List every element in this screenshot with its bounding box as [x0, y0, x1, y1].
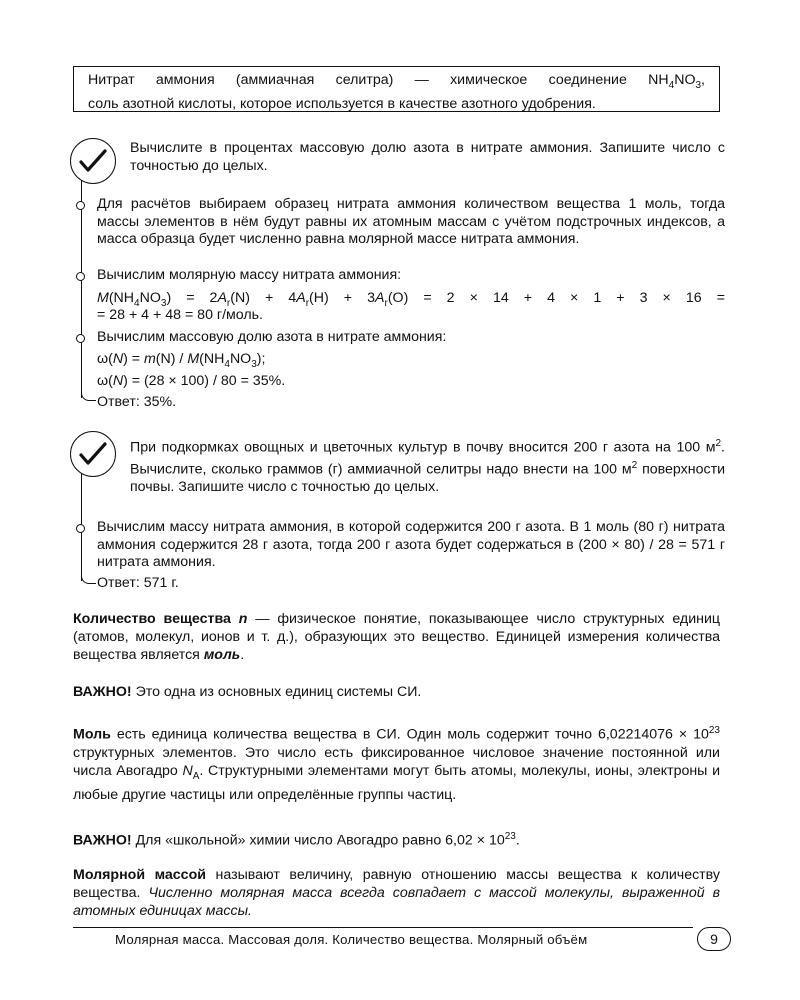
definition-amount-of-substance: Количество вещества n — физическое понятие, показывающее число структурных единиц (атомов, молекул, ионов и т. д.), образующих это вещество. Единицей измерения количества вещества является моль.: [73, 611, 721, 663]
footer-divider: [73, 927, 693, 928]
task-2-step-1: Вычислим массу нитрата аммония, в которой содержится 200 г азота. В 1 моль (80 г) нитрата аммония содержится 28 г азота, тогда 200 г азота будет содержаться в (200 × 80) / 28 = 571 г нитрата аммония.: [97, 519, 725, 570]
checkmark-icon: [70, 138, 116, 184]
footer-title: Молярная масса. Массовая доля. Количество вещества. Молярный объём: [115, 932, 588, 947]
important-note-1: ВАЖНО! Это одна из основных единиц системы СИ.: [73, 684, 422, 700]
intro-text-c: ,: [701, 72, 705, 88]
formula-mass-fraction: $\omega(N) = m(N) / M(NH_4NO_3)$;: [97, 351, 266, 370]
task-2-question: При подкормках овощных и цветочных культур в почву вносится 200 г азота на 100 $м^2$. Вычислите, сколько граммов (г) аммиачной селитры надо внести на 100 $м^2$ поверхности почвы. Запишите число с точностью до целых.: [130, 438, 725, 496]
intro-line-2: соль азотной кислоты, которое используется в качестве азотного удобрения.: [88, 95, 596, 112]
definition-molar-mass: Молярной массой называют величину, равную отношению массы вещества к количеству вещества. Численно молярная масса всегда совпадает с массой молекулы, выраженной в атомных единицах массы.: [73, 867, 721, 919]
page-number: 9: [697, 927, 731, 951]
intro-text-b: NO: [674, 72, 696, 88]
task-2: [70, 425, 725, 595]
formula-molar-mass: $M(NH_4NO_3) = 2A_r(N) + 4A_r(H) + 3A_r(O) = 2 \times 14 + 4 \times 1 + 3 \times 16$ =: [97, 290, 725, 309]
intro-box: [73, 66, 720, 112]
task-1-step-3: Вычислим массовую долю азота в нитрате аммония:: [97, 329, 447, 345]
formula-molar-mass-line-2: = 28 + 4 + 48 = 80 г/моль.: [97, 307, 263, 323]
bullet-icon: [76, 201, 85, 210]
bullet-icon: [76, 272, 85, 281]
bullet-icon: [76, 524, 85, 533]
task-1-question: Вычислите в процентах массовую долю азота в нитрате аммония. Запишите число с точностью до целых.: [130, 140, 725, 174]
definition-mole: Моль есть единица количества вещества в СИ. Один моль содержит точно $6,02214076 \times 10^{23}$ структурных элементов. Это число есть фиксированное числовое значение постоянной или числа Авогадро $N_A$. Структурными элементами могут быть атомы, молекулы, ионы, электроны и любые другие частицы или определённые группы частиц.: [73, 725, 720, 803]
task-1-answer: Ответ: 35%.: [97, 394, 177, 410]
task-2-rail-end: [81, 575, 96, 584]
intro-line-1: [88, 71, 705, 95]
intro-sub-3: 3: [695, 79, 702, 91]
important-note-2: ВАЖНО! Для «школьной» химии число Авогадро равно $6,02 \times 10^{23}$.: [73, 831, 520, 849]
intro-sub-4: 4: [668, 79, 675, 91]
task-1: [70, 130, 725, 415]
task-1-rail-end: [81, 392, 96, 401]
intro-text-a: Нитрат аммония (аммиачная селитра) — химическое соединение NH: [88, 72, 669, 88]
checkmark-icon: [70, 431, 116, 477]
bullet-icon: [76, 334, 85, 343]
task-1-step-2: Вычислим молярную массу нитрата аммония:: [97, 267, 402, 283]
formula-mass-fraction-result: ω(N) = (28 × 100) / 80 = 35%.: [97, 373, 286, 389]
task-1-step-1: Для расчётов выбираем образец нитрата аммония количеством вещества 1 моль, тогда массы элементов в нём будут равны их атомным массам с учётом подстрочных индексов, а масса образца будет численно равна молярной массе нитрата аммония.: [97, 196, 725, 247]
task-2-answer: Ответ: 571 г.: [97, 575, 179, 591]
